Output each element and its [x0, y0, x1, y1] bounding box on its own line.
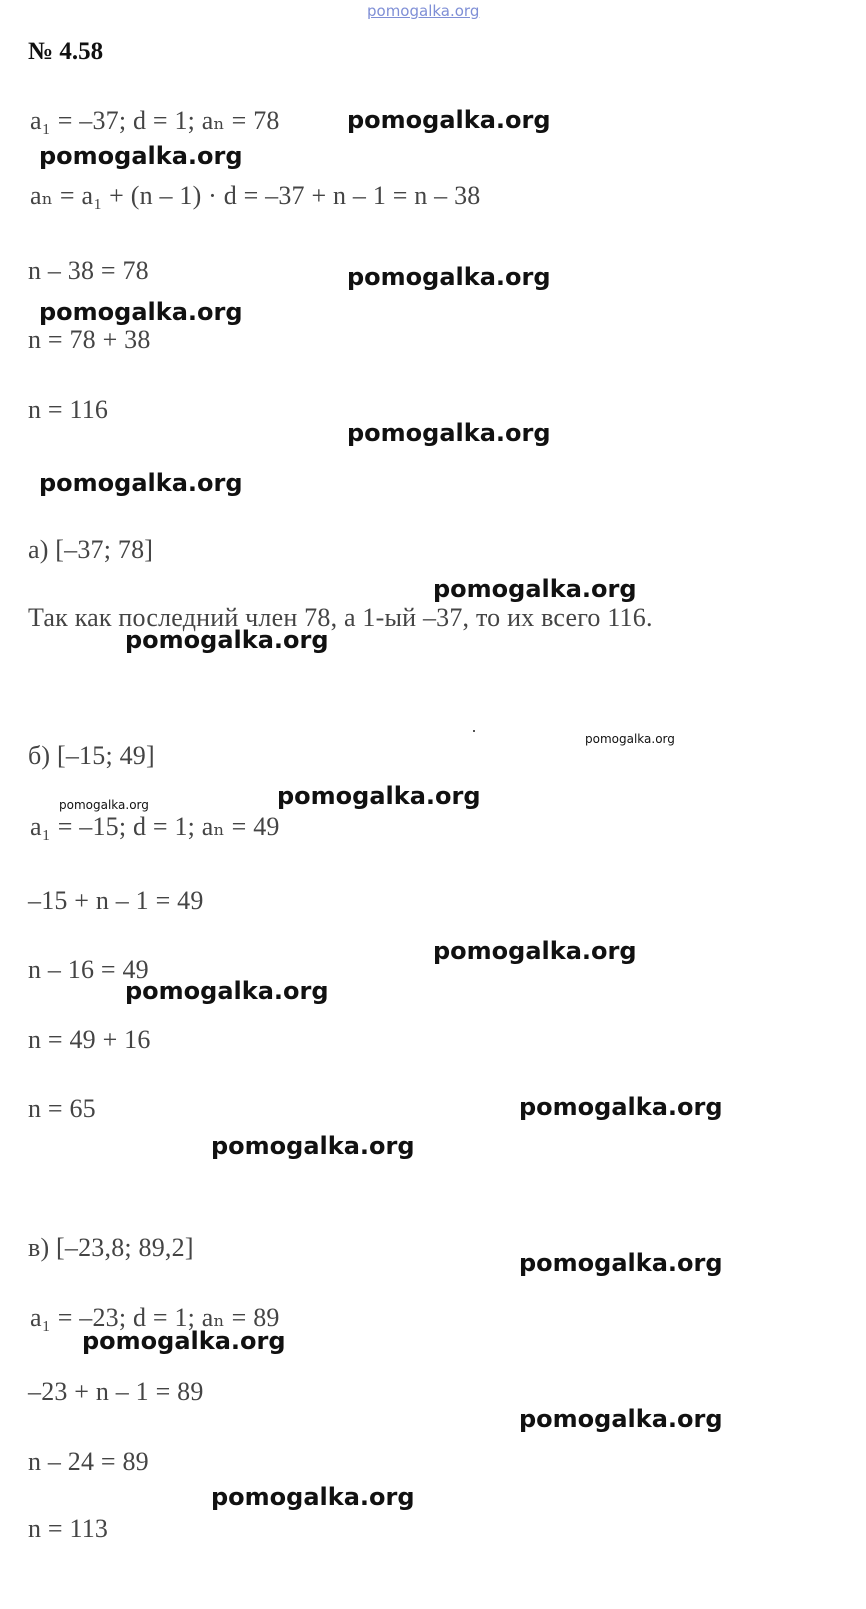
top-watermark-link[interactable]: pomogalka.org [367, 2, 480, 20]
watermark: pomogalka.org [519, 1405, 723, 1433]
equation-a-1: n – 38 = 78 [28, 256, 149, 285]
watermark: pomogalka.org [125, 626, 329, 654]
watermark: pomogalka.org [519, 1093, 723, 1121]
equation-b-1: –15 + n – 1 = 49 [28, 886, 204, 915]
watermark: pomogalka.org [347, 263, 551, 291]
part-a-interval: а) [–37; 78] [28, 535, 154, 564]
given-b: a₁ = –15; d = 1; aₙ = 49 [30, 812, 280, 841]
stray-dot [473, 730, 475, 732]
equation-a-3: n = 116 [28, 395, 109, 424]
equation-c-2: n – 24 = 89 [28, 1447, 149, 1476]
problem-title: № 4.58 [28, 38, 104, 65]
watermark: pomogalka.org [433, 575, 637, 603]
watermark: pomogalka.org [433, 937, 637, 965]
formula-general-term: aₙ = a₁ + (n – 1) · d = –37 + n – 1 = n – 38 [30, 181, 481, 210]
watermark: pomogalka.org [39, 298, 243, 326]
equation-a-2: n = 78 + 38 [28, 325, 151, 354]
given-c: a₁ = –23; d = 1; aₙ = 89 [30, 1303, 280, 1332]
watermark: pomogalka.org [277, 782, 481, 810]
equation-b-2: n – 16 = 49 [28, 955, 149, 984]
equation-c-1: –23 + n – 1 = 89 [28, 1377, 204, 1406]
watermark: pomogalka.org [39, 142, 243, 170]
watermark: pomogalka.org [347, 419, 551, 447]
watermark: pomogalka.org [125, 977, 329, 1005]
equation-c-3: n = 113 [28, 1514, 109, 1543]
watermark: pomogalka.org [211, 1483, 415, 1511]
watermark: pomogalka.org [519, 1249, 723, 1277]
part-c-interval: в) [–23,8; 89,2] [28, 1233, 194, 1262]
equation-b-4: n = 65 [28, 1094, 96, 1123]
watermark: pomogalka.org [82, 1327, 286, 1355]
watermark: pomogalka.org [211, 1132, 415, 1160]
watermark-small: pomogalka.org [59, 798, 149, 812]
watermark: pomogalka.org [347, 106, 551, 134]
watermark: pomogalka.org [39, 469, 243, 497]
equation-b-3: n = 49 + 16 [28, 1025, 151, 1054]
part-a-conclusion: Так как последний член 78, а 1-ый –37, то их всего 116. [28, 603, 653, 632]
watermark-small: pomogalka.org [585, 732, 675, 746]
given-a: a₁ = –37; d = 1; aₙ = 78 [30, 106, 280, 135]
part-b-interval: б) [–15; 49] [28, 741, 155, 770]
